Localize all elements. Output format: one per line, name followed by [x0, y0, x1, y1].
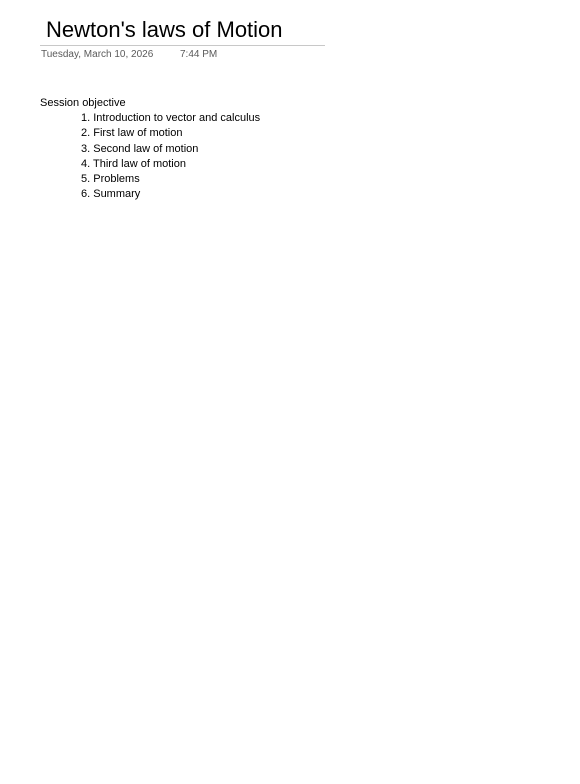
session-objective-heading[interactable]: Session objective: [40, 97, 126, 109]
note-container[interactable]: [40, 96, 440, 202]
objective-item[interactable]: 4. Third law of motion: [81, 157, 186, 170]
page-title[interactable]: Newton's laws of Motion: [46, 17, 283, 42]
objective-item[interactable]: 5. Problems: [81, 173, 140, 186]
page-date: Tuesday, March 10, 2026: [41, 49, 154, 60]
objective-list: [40, 111, 440, 202]
objective-item[interactable]: 6. Summary: [81, 188, 141, 201]
objective-item[interactable]: 2. First law of motion: [81, 127, 183, 140]
page-time: 7:44 PM: [180, 49, 218, 60]
objective-item[interactable]: 3. Second law of motion: [81, 142, 199, 155]
title-divider: [40, 45, 325, 46]
objective-item[interactable]: 1. Introduction to vector and calculus: [81, 112, 261, 125]
